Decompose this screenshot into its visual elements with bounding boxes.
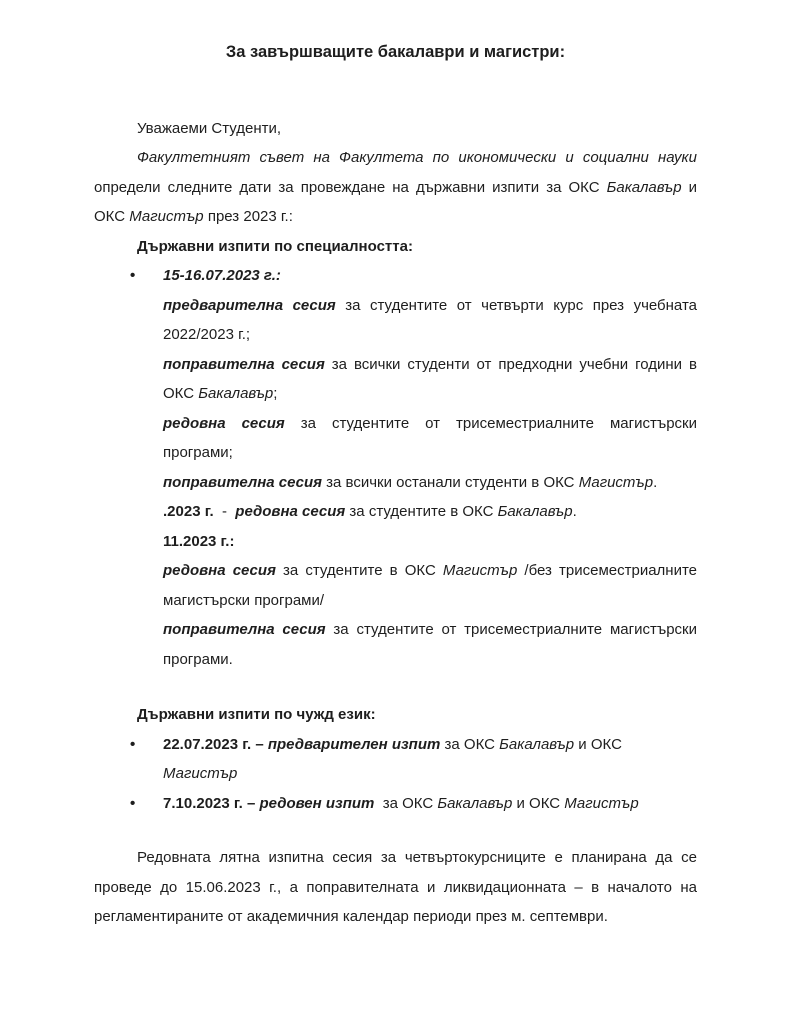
specialty-detail-line: редовна сесия за студентите в ОКС Магистър /без трисеместриалните магистърски програми/ (163, 562, 698, 609)
specialty-detail-line: поправителна сесия за студентите от трисеместриалните магистърски програми. (163, 621, 697, 668)
language-bullet-text: 22.07.2023 г. – предварителен изпит за ОКС Бакалавър и ОКС Магистър (163, 735, 622, 782)
greeting-line: Уважаеми Студенти, (137, 119, 282, 137)
specialty-detail-line: 11.2023 г.: (163, 532, 235, 550)
specialty-bullet-date: 15-16.07.2023 г.: (163, 267, 281, 284)
specialty-section-heading: Държавни изпити по специалността: (137, 237, 413, 255)
specialty-detail-line: редовна сесия за студентите от трисеместриалните магистърски програми; (163, 414, 697, 461)
closing-paragraph: Редовната лятна изпитна сесия за четвъртокурсниците е планирана да се проведе до 15.06.2023 г., а поправителната и ликвидационната – в началото на регламентираните от академичния календар периоди през м. септември. (94, 849, 697, 925)
specialty-bullet-item (94, 261, 697, 291)
specialty-detail-line: поправителна сесия за всички студенти от предходни учебни години в ОКС Бакалавър; (163, 355, 697, 402)
language-section-heading: Държавни изпити по чужд език: (137, 706, 376, 723)
document-title: За завършващите бакалаври и магистри: (225, 43, 566, 61)
bullet-icon: • (130, 735, 136, 753)
intro-paragraph: Факултетният съвет на Факултета по икономически и социални науки определи следните дати за провеждане на държавни изпити за ОКС Бакалавър и ОКС Магистър през 2023 г.: (94, 149, 698, 225)
specialty-detail-line: поправителна сесия за всички останали студенти в ОКС Магистър. (163, 473, 658, 491)
language-bullet-item (94, 730, 697, 789)
language-bullet-text: 7.10.2023 г. – редовен изпит за ОКС Бакалавър и ОКС Магистър (163, 794, 639, 812)
language-bullet-item (94, 789, 697, 819)
specialty-detail-line: .2023 г. - редовна сесия за студентите в ОКС Бакалавър. (163, 503, 577, 520)
specialty-detail-line: предварителна сесия за студентите от четвърти курс през учебната 2022/2023 г.; (163, 296, 697, 343)
bullet-icon: • (130, 794, 136, 812)
bullet-icon: • (130, 267, 136, 284)
